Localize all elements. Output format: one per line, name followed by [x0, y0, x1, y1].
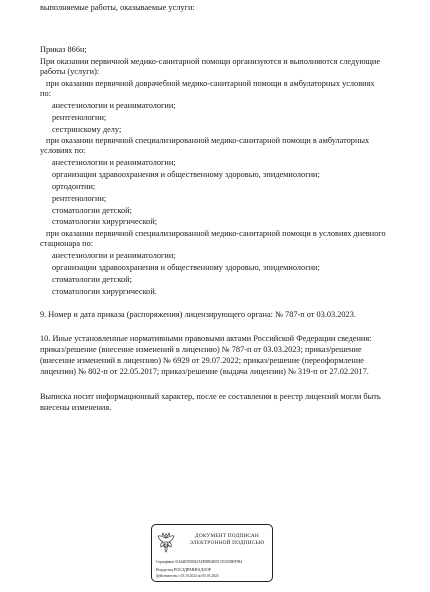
text-line: приказ/решение (внесение изменений в лицензию) № 787-п от 03.03.2023; приказ/решение	[40, 345, 362, 354]
disclaimer-text: внесены изменения.	[40, 403, 112, 412]
list-item: анестезиологии и реаниматологии;	[52, 101, 176, 110]
stamp-validity: Действителен с 05.10.2022 по 05.01.2024	[156, 574, 219, 578]
text-line: выполняемые работы, оказываемые услуги:	[40, 3, 195, 12]
text-line: стационара по:	[40, 239, 94, 248]
list-item: стоматологии детской;	[52, 275, 132, 284]
list-item: анестезиологии и реаниматологии;	[52, 251, 176, 260]
section-9-text: 9. Номер и дата приказа (распоряжения) лицензирующего органа: № 787-п от 03.03.2023.	[40, 310, 356, 319]
stamp-certificate: Сертификат 01644EFD0025AFD9B94ED1CE505DBF984	[156, 560, 243, 564]
list-item: сестринскому делу;	[52, 125, 122, 134]
electronic-signature-stamp	[151, 524, 273, 582]
text-line: При оказании первичной медико-санитарной помощи организуются и выполняются следующие	[40, 57, 381, 66]
disclaimer-text: Выписка носит информационный характер, после ее составления в реестр лицензий могли быть	[40, 392, 381, 401]
stamp-subtitle: ЭЛЕКТРОННОЙ ПОДПИСЬЮ	[189, 540, 265, 546]
list-item: ортодонтии;	[52, 182, 96, 191]
stamp-owner: Владелец РОСЗДРАВНАДЗОР	[156, 567, 211, 572]
stamp-title: ДОКУМЕНТ ПОДПИСАН	[195, 533, 259, 539]
list-item: стоматологии детской;	[52, 206, 132, 215]
text-line: работы (услуги):	[40, 67, 100, 76]
list-item: рентгенологии;	[52, 194, 107, 203]
list-item: рентгенологии;	[52, 113, 107, 122]
text-line: при оказании первичной специализированной медико-санитарной помощи в условиях дневного	[46, 229, 386, 238]
text-line: (внесение изменений в лицензию) № 6929 от 29.07.2022; приказ/решение (переоформление	[40, 356, 364, 365]
list-item: организации здравоохранения и общественному здоровью, эпидемиологии;	[52, 263, 320, 272]
list-item: стоматологии хирургической.	[52, 287, 157, 296]
list-item: анестезиологии и реаниматологии;	[52, 158, 176, 167]
list-item: организации здравоохранения и общественному здоровью, эпидемиологии;	[52, 170, 320, 179]
text-line: при оказании первичной доврачебной медико-санитарной помощи в амбулаторных условиях	[46, 79, 375, 88]
section-10-text: 10. Иные установленные нормативными правовыми актами Российской Федерации сведения:	[40, 334, 372, 343]
text-line: Приказ 866н;	[40, 45, 87, 54]
coat-of-arms-icon	[156, 531, 176, 555]
text-line: условиях по:	[40, 146, 86, 155]
text-line: лицензии) № 802-п от 22.05.2017; приказ/решение (выдача лицензии) № 319-п от 27.02.2017.	[40, 367, 369, 376]
text-line: при оказании первичной специализированной медико-санитарной помощи в амбулаторных	[46, 136, 370, 145]
text-line: по:	[40, 89, 51, 98]
list-item: стоматологии хирургической;	[52, 217, 158, 226]
